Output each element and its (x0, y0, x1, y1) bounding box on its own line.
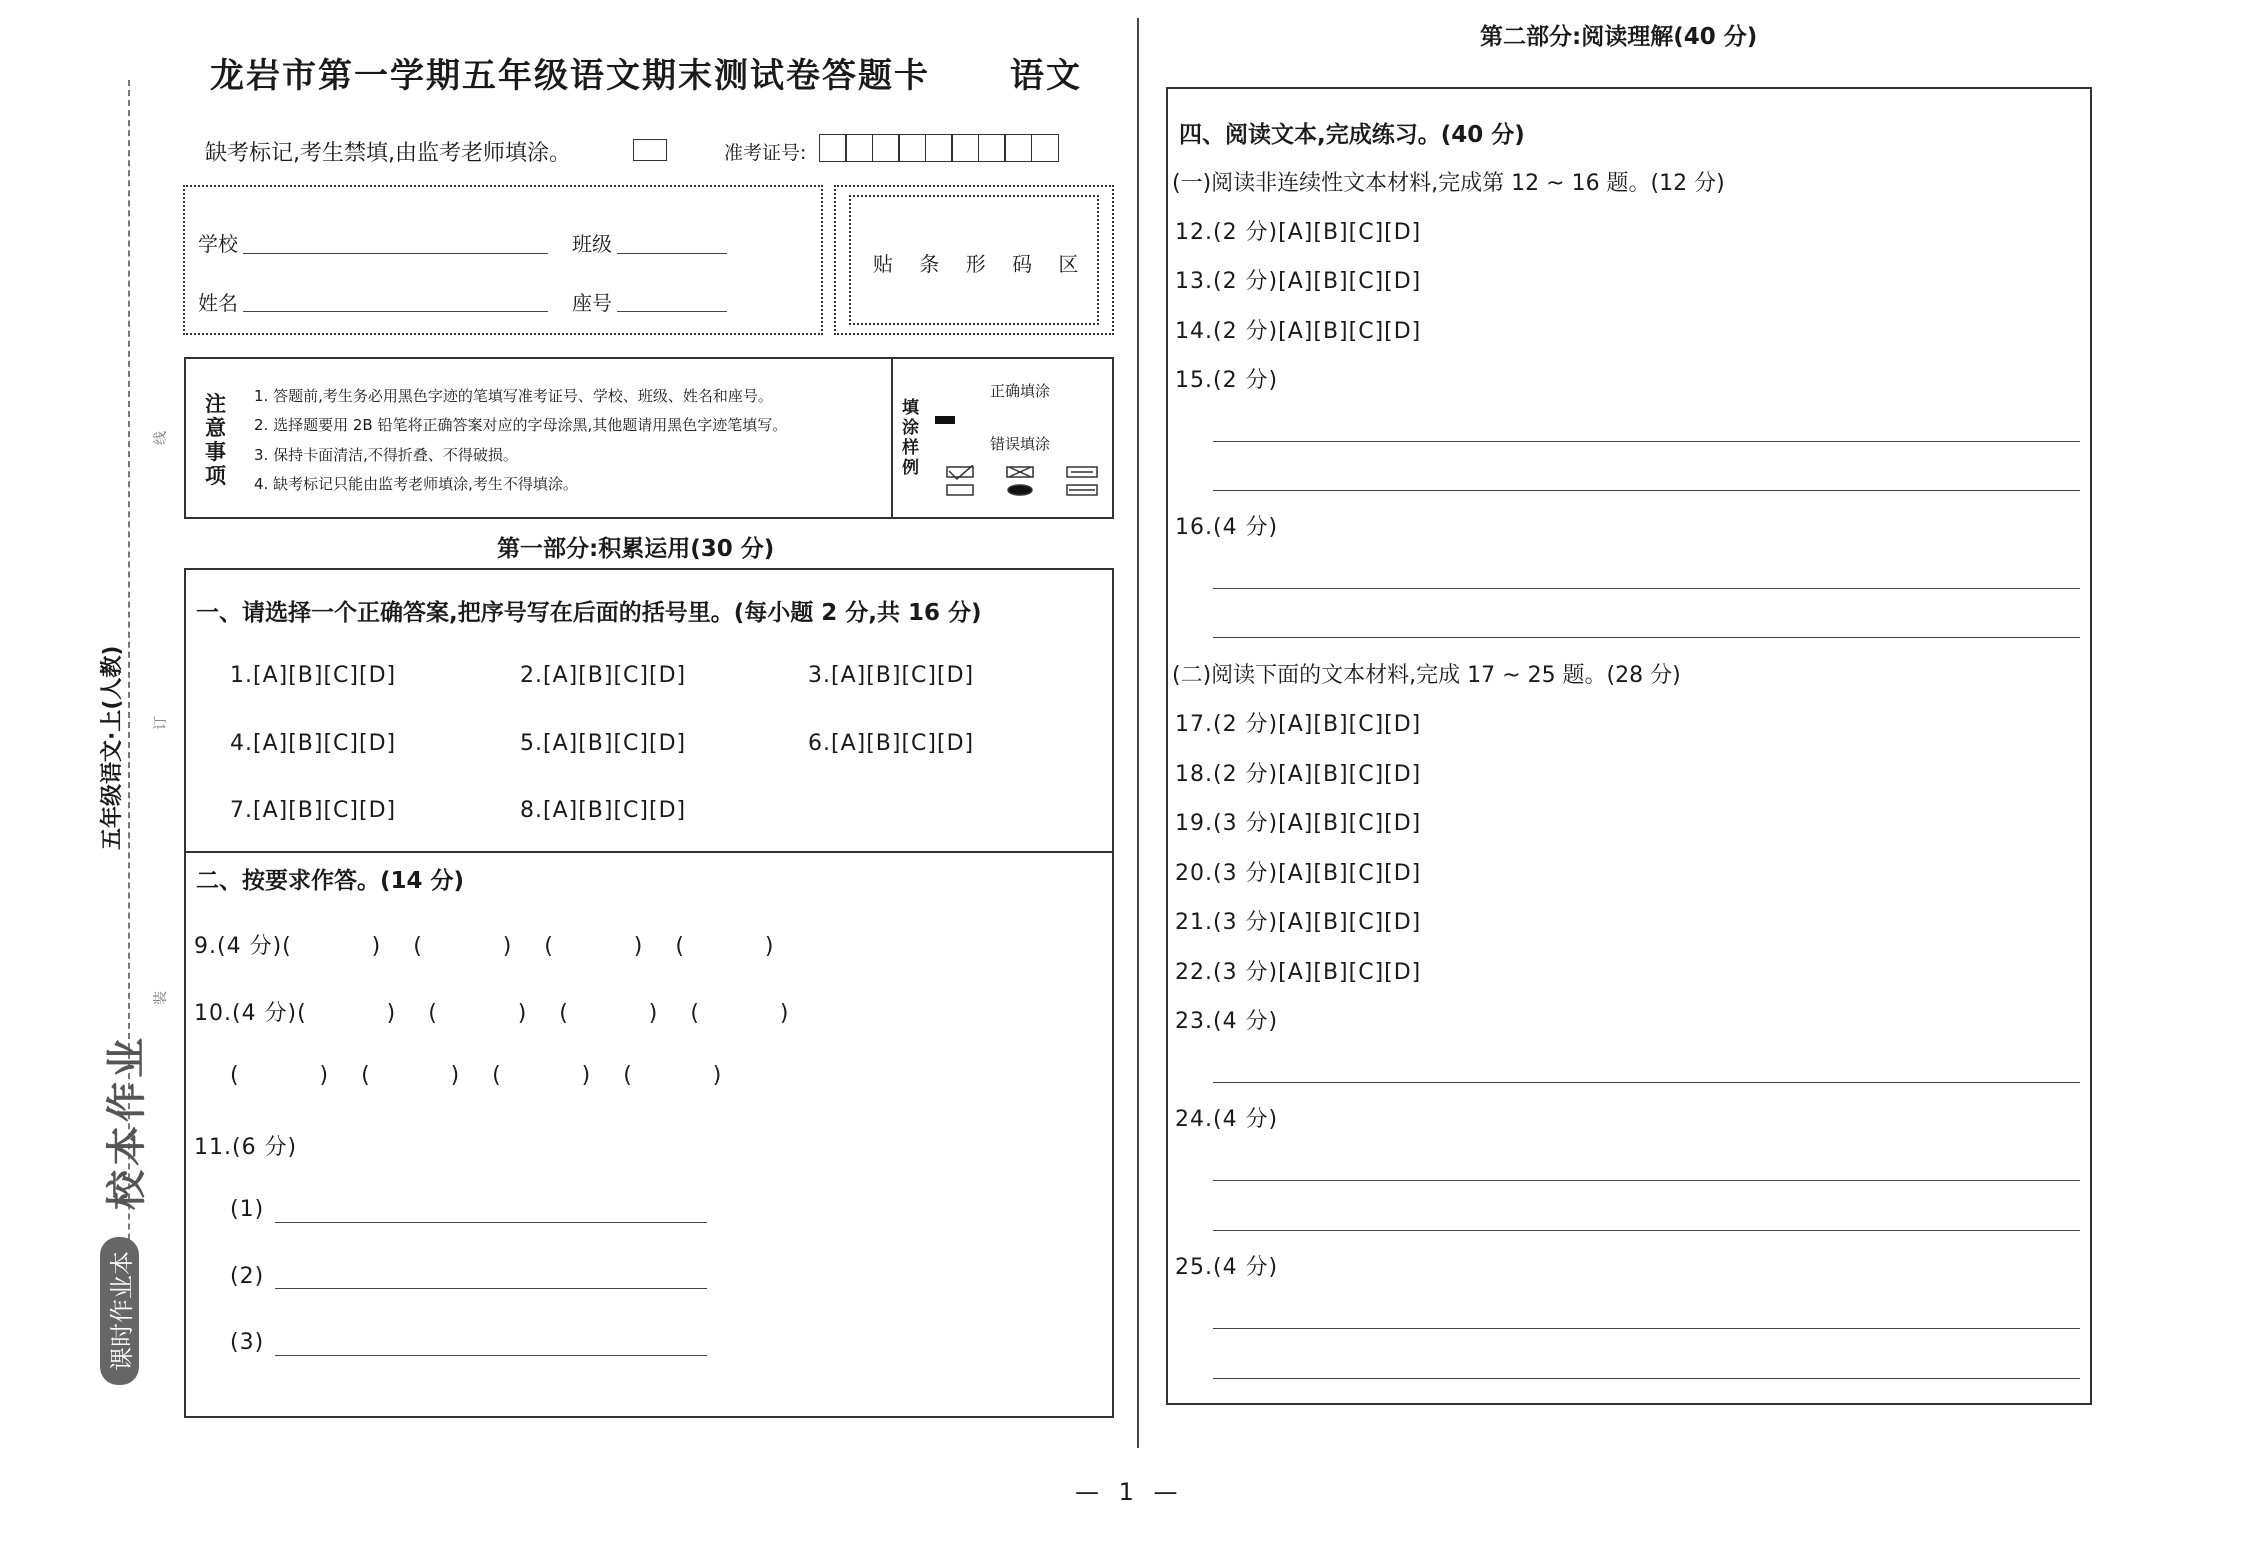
exam-id-cell[interactable] (819, 134, 847, 162)
class-field[interactable] (617, 253, 727, 254)
question-9[interactable]: 9.(4 分)( ) ( ) ( ) ( ) (194, 934, 775, 959)
section1-box (184, 568, 1114, 1418)
strip-brand-logo: 校本作业 (104, 1034, 150, 1210)
page-title: 龙岩市第一学期五年级语文期末测试卷答题卡 (210, 56, 930, 96)
page-number: — 1 — (1075, 1478, 1184, 1506)
part1-title: 第一部分:积累运用(30 分) (497, 536, 775, 562)
question-17[interactable]: 17.(2 分)[A][B][C][D] (1175, 712, 1422, 737)
section2-title: 二、按要求作答。(14 分) (196, 868, 465, 894)
exam-id-label: 准考证号: (724, 142, 807, 164)
question-12[interactable]: 12.(2 分)[A][B][C][D] (1175, 220, 1422, 245)
exam-id-cell[interactable] (925, 134, 953, 162)
seat-field[interactable] (617, 311, 727, 312)
question-22[interactable]: 22.(3 分)[A][B][C][D] (1175, 960, 1422, 985)
question-21[interactable]: 21.(3 分)[A][B][C][D] (1175, 910, 1422, 935)
section4-title: 四、阅读文本,完成练习。(40 分) (1179, 122, 1525, 148)
question-3[interactable]: 3.[A][B][C][D] (808, 663, 975, 688)
answer-line-24-2[interactable] (1213, 1230, 2080, 1231)
class-label: 班级 (572, 232, 612, 256)
barcode-label: 贴 条 形 码 区 (873, 252, 1089, 276)
student-info-box (183, 185, 823, 335)
strip-grade-label: 五年级语文·上(人教) (100, 645, 125, 850)
group1-title: (一)阅读非连续性文本材料,完成第 12 ~ 16 题。(12 分) (1172, 171, 1725, 196)
wrong-fill-label: 错误填涂 (990, 435, 1051, 453)
subject-label: 语文 (1010, 56, 1082, 96)
exam-id-cell[interactable] (845, 134, 873, 162)
strip-cut-mark-2: 订 (153, 716, 169, 730)
exam-id-cell[interactable] (872, 134, 900, 162)
question-11-sub-1: (1) (230, 1197, 265, 1222)
wrong-fill-samples (945, 465, 1105, 500)
wrong-sample-line (1067, 467, 1097, 495)
correct-fill-mark (935, 409, 955, 428)
question-16: 16.(4 分) (1175, 515, 1279, 540)
question-19[interactable]: 19.(3 分)[A][B][C][D] (1175, 811, 1422, 836)
exam-id-cell[interactable] (1031, 134, 1059, 162)
question-25: 25.(4 分) (1175, 1255, 1279, 1280)
strip-cut-mark-3: 装 (153, 991, 169, 1005)
answer-line-25-1[interactable] (1213, 1328, 2080, 1329)
school-label: 学校 (198, 232, 238, 256)
absent-note: 缺考标记,考生禁填,由监考老师填涂。 (205, 141, 571, 166)
answer-line-24-1[interactable] (1213, 1180, 2080, 1181)
notice-divider (891, 357, 893, 519)
section1-title: 一、请选择一个正确答案,把序号写在后面的括号里。(每小题 2 分,共 16 分) (196, 600, 982, 626)
question-10-row2[interactable]: ( ) ( ) ( ) ( ) (230, 1063, 723, 1088)
exam-id-cell[interactable] (978, 134, 1006, 162)
question-13[interactable]: 13.(2 分)[A][B][C][D] (1175, 269, 1422, 294)
answer-line-16-1[interactable] (1213, 588, 2080, 589)
answer-line-16-2[interactable] (1213, 637, 2080, 638)
wrong-sample-check (947, 465, 973, 495)
notice-item-3: 3. 保持卡面清洁,不得折叠、不得破损。 (254, 446, 518, 464)
question-2[interactable]: 2.[A][B][C][D] (520, 663, 687, 688)
school-field[interactable] (243, 253, 548, 254)
question-11-sub-2: (2) (230, 1264, 265, 1289)
strip-cut-mark-1: 线 (153, 431, 169, 445)
notice-item-4: 4. 缺考标记只能由监考老师填涂,考生不得填涂。 (254, 475, 578, 493)
exam-id-cell[interactable] (951, 134, 979, 162)
answer-line-11-1[interactable] (275, 1222, 707, 1223)
notice-item-1: 1. 答题前,考生务必用黑色字迹的笔填写准考证号、学校、班级、姓名和座号。 (254, 387, 773, 405)
name-field[interactable] (243, 311, 548, 312)
question-20[interactable]: 20.(3 分)[A][B][C][D] (1175, 861, 1422, 886)
exam-id-input[interactable] (820, 134, 1059, 166)
wrong-sample-cross (1007, 467, 1033, 495)
question-11-sub-3: (3) (230, 1330, 265, 1355)
question-11: 11.(6 分) (194, 1135, 298, 1160)
question-8[interactable]: 8.[A][B][C][D] (520, 798, 687, 823)
answer-line-15-1[interactable] (1213, 441, 2080, 442)
answer-line-11-3[interactable] (275, 1355, 707, 1356)
correct-fill-label: 正确填涂 (990, 382, 1051, 400)
question-7[interactable]: 7.[A][B][C][D] (230, 798, 397, 823)
notice-label: 注意事项 (205, 392, 226, 488)
question-10[interactable]: 10.(4 分)( ) ( ) ( ) ( ) (194, 1001, 790, 1026)
question-23: 23.(4 分) (1175, 1009, 1279, 1034)
section-divider (184, 851, 1114, 853)
question-18[interactable]: 18.(2 分)[A][B][C][D] (1175, 762, 1422, 787)
exam-id-cell[interactable] (898, 134, 926, 162)
question-1[interactable]: 1.[A][B][C][D] (230, 663, 397, 688)
name-label: 姓名 (198, 291, 238, 315)
question-4[interactable]: 4.[A][B][C][D] (230, 731, 397, 756)
answer-line-15-2[interactable] (1213, 490, 2080, 491)
part2-title: 第二部分:阅读理解(40 分) (1480, 24, 1758, 50)
answer-line-11-2[interactable] (275, 1288, 707, 1289)
strip-product-badge: 课时作业本 (100, 1237, 139, 1385)
question-5[interactable]: 5.[A][B][C][D] (520, 731, 687, 756)
answer-line-23[interactable] (1213, 1082, 2080, 1083)
question-24: 24.(4 分) (1175, 1107, 1279, 1132)
question-14[interactable]: 14.(2 分)[A][B][C][D] (1175, 319, 1422, 344)
sample-label: 填涂样例 (902, 398, 919, 478)
absent-mark-box[interactable] (633, 139, 667, 161)
notice-item-2: 2. 选择题要用 2B 铅笔将正确答案对应的字母涂黑,其他题请用黑色字迹笔填写。 (254, 416, 788, 434)
answer-line-25-2[interactable] (1213, 1378, 2080, 1379)
group2-title: (二)阅读下面的文本材料,完成 17 ~ 25 题。(28 分) (1172, 663, 1681, 688)
seat-label: 座号 (572, 291, 612, 315)
question-15: 15.(2 分) (1175, 368, 1279, 393)
center-fold-line (1137, 18, 1139, 1448)
exam-id-cell[interactable] (1004, 134, 1032, 162)
question-6[interactable]: 6.[A][B][C][D] (808, 731, 975, 756)
